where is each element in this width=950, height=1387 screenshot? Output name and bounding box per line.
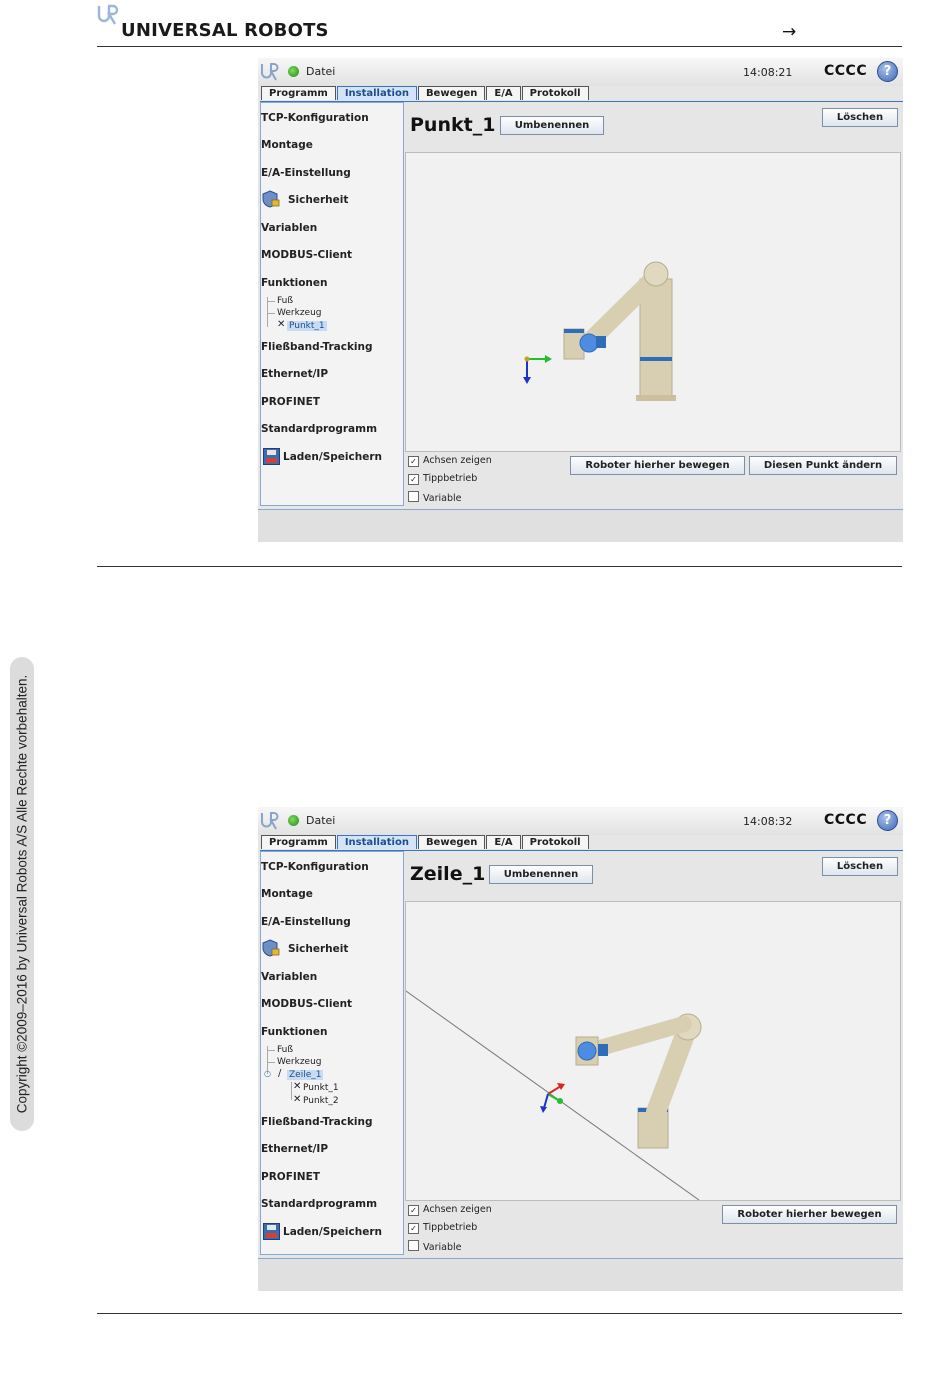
brand-name: UNIVERSAL ROBOTS — [121, 20, 329, 41]
feature-base[interactable]: Fuß — [277, 1045, 294, 1055]
robot-model — [406, 902, 900, 1200]
rename-button[interactable]: Umbenennen — [489, 865, 593, 884]
section-rule — [97, 1313, 902, 1314]
sidebar-item-ethernet-ip[interactable]: Ethernet/IP — [261, 368, 329, 380]
status-dot-icon — [288, 815, 299, 826]
sidebar-item-features[interactable]: Funktionen — [261, 277, 328, 289]
file-menu[interactable]: Datei — [306, 65, 336, 78]
sidebar-item-montage[interactable]: Montage — [261, 139, 313, 151]
feature-point-2[interactable]: Punkt_2 — [303, 1096, 339, 1106]
sidebar-item-variables[interactable]: Variablen — [261, 222, 318, 234]
tab-ea[interactable]: E/A — [486, 86, 520, 100]
shield-lock-icon — [262, 939, 280, 957]
move-robot-here-button[interactable]: Roboter hierher bewegen — [722, 1205, 897, 1224]
screen-line — [258, 807, 903, 1290]
sidebar-item-load-save[interactable]: Laden/Speichern — [283, 1226, 382, 1238]
sidebar-item-montage[interactable]: Montage — [261, 888, 313, 900]
sidebar-item-tcp[interactable]: TCP-Konfiguration — [261, 861, 369, 873]
ur-logo-icon — [260, 62, 280, 82]
tree-line — [291, 1082, 292, 1100]
sidebar-item-features[interactable]: Funktionen — [261, 1026, 328, 1038]
sidebar-item-security[interactable]: Sicherheit — [288, 943, 349, 955]
show-axes-checkbox[interactable]: ✓ Achsen zeigen — [408, 1204, 492, 1216]
variable-checkbox[interactable]: Variable — [408, 1240, 461, 1253]
sidebar-item-load-save[interactable]: Laden/Speichern — [283, 451, 382, 463]
feature-title: Zeile_1 — [410, 863, 486, 885]
titlebar — [258, 58, 903, 86]
move-robot-here-button[interactable]: Roboter hierher bewegen — [570, 456, 745, 475]
feature-base[interactable]: Fuß — [277, 296, 294, 306]
tree-line — [267, 301, 275, 302]
tab-installation[interactable]: Installation — [337, 86, 417, 100]
robot-name: CCCC — [824, 812, 868, 828]
help-icon[interactable]: ? — [877, 61, 898, 82]
sidebar-item-modbus[interactable]: MODBUS-Client — [261, 998, 353, 1010]
delete-button[interactable]: Löschen — [822, 857, 898, 876]
tree-line — [267, 1050, 275, 1051]
tab-bewegen[interactable]: Bewegen — [418, 86, 485, 100]
jog-checkbox[interactable]: ✓ Tippbetrieb — [408, 473, 477, 485]
point-icon: ✕ — [277, 319, 286, 330]
variable-checkbox[interactable]: Variable — [408, 491, 461, 504]
sidebar-item-default-program[interactable]: Standardprogramm — [261, 1198, 378, 1210]
sidebar-item-profinet[interactable]: PROFINET — [261, 396, 320, 408]
sidebar-item-io-setup[interactable]: E/A-Einstellung — [261, 167, 351, 179]
sidebar-item-variables[interactable]: Variablen — [261, 971, 318, 983]
save-disk-icon — [263, 448, 280, 465]
robot-model — [406, 153, 900, 451]
next-arrow: → — [782, 22, 797, 42]
tree-expander-icon[interactable]: ○ — [264, 1069, 271, 1078]
tab-protokoll[interactable]: Protokoll — [522, 835, 589, 849]
point-icon: ✕ — [293, 1094, 302, 1105]
clock: 14:08:21 — [743, 66, 793, 79]
ur-logo-icon — [260, 811, 280, 831]
tab-programm[interactable]: Programm — [261, 835, 336, 849]
sidebar-item-io-setup[interactable]: E/A-Einstellung — [261, 916, 351, 928]
checkbox-unchecked-icon — [408, 491, 419, 502]
sidebar-item-modbus[interactable]: MODBUS-Client — [261, 249, 353, 261]
checkbox-checked-icon: ✓ — [408, 474, 419, 485]
rename-button[interactable]: Umbenennen — [500, 116, 604, 135]
sidebar-item-conveyor[interactable]: Fließband-Tracking — [261, 1116, 373, 1128]
main-tabs — [261, 835, 590, 850]
feature-point-1[interactable]: Punkt_1 — [289, 321, 325, 331]
sidebar-item-tcp[interactable]: TCP-Konfiguration — [261, 112, 369, 124]
shield-lock-icon — [262, 190, 280, 208]
tab-programm[interactable]: Programm — [261, 86, 336, 100]
checkbox-checked-icon: ✓ — [408, 456, 419, 467]
sidebar-item-conveyor[interactable]: Fließband-Tracking — [261, 341, 373, 353]
copyright-text: Copyright ©2009–2016 by Universal Robots A/S Alle Rechte vorbehalten. — [14, 674, 30, 1114]
point-icon: ✕ — [293, 1081, 302, 1092]
feature-title: Punkt_1 — [410, 114, 496, 136]
change-point-button[interactable]: Diesen Punkt ändern — [749, 456, 897, 475]
feature-point-1[interactable]: Punkt_1 — [303, 1083, 339, 1093]
feature-tool[interactable]: Werkzeug — [277, 1057, 322, 1067]
section-rule — [97, 566, 902, 567]
tab-ea[interactable]: E/A — [486, 835, 520, 849]
checkbox-checked-icon: ✓ — [408, 1223, 419, 1234]
robot-3d-view[interactable] — [405, 901, 901, 1201]
clock: 14:08:32 — [743, 815, 793, 828]
sidebar-item-default-program[interactable]: Standardprogramm — [261, 423, 378, 435]
tab-installation[interactable]: Installation — [337, 835, 417, 849]
footer-bar — [258, 509, 903, 542]
tab-protokoll[interactable]: Protokoll — [522, 86, 589, 100]
footer-bar — [258, 1258, 903, 1291]
sidebar-item-profinet[interactable]: PROFINET — [261, 1171, 320, 1183]
status-dot-icon — [288, 66, 299, 77]
save-disk-icon — [263, 1223, 280, 1240]
sidebar — [260, 851, 404, 1255]
tree-line — [267, 1062, 275, 1063]
feature-tool[interactable]: Werkzeug — [277, 308, 322, 318]
copyright-tab — [10, 657, 34, 1131]
feature-line-1[interactable]: Zeile_1 — [289, 1070, 322, 1080]
titlebar — [258, 807, 903, 835]
delete-button[interactable]: Löschen — [822, 108, 898, 127]
robot-3d-view[interactable] — [405, 152, 901, 452]
checkbox-unchecked-icon — [408, 1240, 419, 1251]
file-menu[interactable]: Datei — [306, 814, 336, 827]
jog-checkbox[interactable]: ✓ Tippbetrieb — [408, 1222, 477, 1234]
screen-point — [258, 58, 903, 541]
show-axes-checkbox[interactable]: ✓ Achsen zeigen — [408, 455, 492, 467]
tree-line — [267, 313, 275, 314]
help-icon[interactable]: ? — [877, 810, 898, 831]
robot-name: CCCC — [824, 63, 868, 79]
sidebar-item-ethernet-ip[interactable]: Ethernet/IP — [261, 1143, 329, 1155]
tab-bewegen[interactable]: Bewegen — [418, 835, 485, 849]
sidebar — [260, 102, 404, 506]
sidebar-item-security[interactable]: Sicherheit — [288, 194, 349, 206]
checkbox-checked-icon: ✓ — [408, 1205, 419, 1216]
line-icon: / — [278, 1068, 282, 1079]
main-tabs — [261, 86, 590, 101]
ur-logo-icon — [97, 4, 119, 26]
header-rule — [97, 46, 902, 47]
